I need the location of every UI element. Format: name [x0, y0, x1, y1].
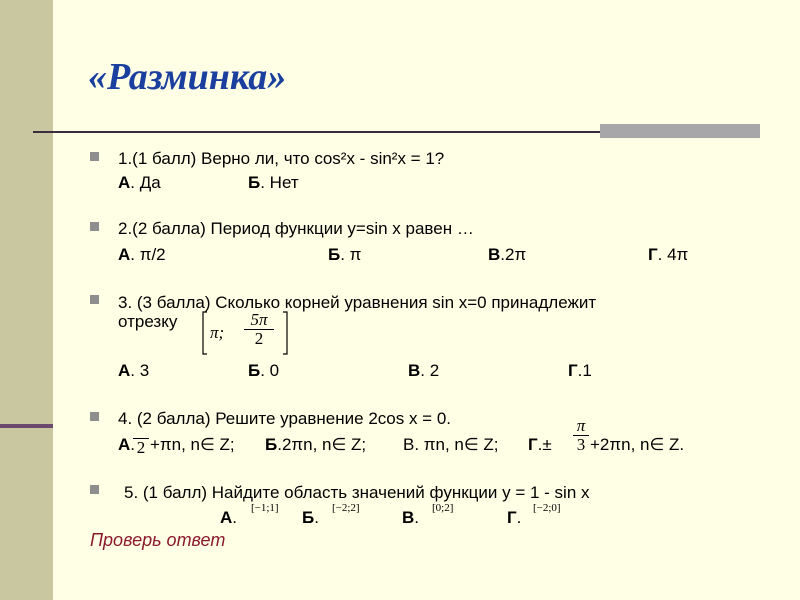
answer-text: .1 — [577, 361, 592, 380]
q4-a-fraction — [133, 428, 149, 457]
q4-answer-c: В. πn, n∈ Z; — [403, 435, 499, 454]
answer-text: . 0 — [260, 361, 280, 380]
answer-letter: Г — [528, 435, 538, 454]
answer-text: .2π — [500, 245, 527, 264]
q5-answer-c — [402, 508, 419, 528]
answer-text: .± — [537, 435, 552, 454]
q5-interval-c: [0;2] — [432, 502, 454, 514]
q3-answer-d — [568, 361, 592, 381]
question-2-text: 2.(2 балла) Период функции y=sin x равен … — [118, 219, 474, 238]
answer-text: . π — [340, 245, 362, 264]
interval-left-value: π; — [210, 323, 225, 342]
q5-answer-a — [220, 508, 237, 528]
bullet-icon — [90, 295, 99, 304]
q4-answer-a: А. — [118, 435, 136, 454]
question-4-text: 4. (2 балла) Решите уравнение 2cos x = 0. — [118, 409, 452, 428]
answer-letter: В — [402, 508, 415, 527]
answer-text: . 3 — [130, 361, 150, 380]
question-3-text-cont: отрезку — [118, 312, 178, 331]
answer-text: .2πn, n∈ Z; — [277, 435, 367, 454]
fraction-numerator: 5π — [250, 310, 268, 329]
q4-answer-d — [528, 435, 552, 455]
question-3-text: 3. (3 балла) Сколько корней уравнения sin x=0 принадлежит — [118, 293, 597, 312]
q3-answer-c — [408, 361, 439, 381]
answer-text: . — [516, 508, 522, 527]
answer-text: . — [232, 508, 238, 527]
answer-letter: Г — [648, 245, 658, 264]
answer-letter: Г — [568, 361, 578, 380]
answer-text: . 4π — [657, 245, 689, 264]
fraction-numerator — [133, 428, 149, 438]
bullet-icon — [90, 485, 99, 494]
q4-d-fraction — [573, 417, 589, 454]
answer-letter: А — [118, 245, 131, 264]
q5-interval-b: [−2;2] — [332, 502, 360, 514]
check-answer-link[interactable]: Проверь ответ — [90, 530, 226, 550]
bullet-icon — [90, 222, 99, 231]
answer-letter: Б — [265, 435, 278, 454]
left-decor-cap — [0, 424, 53, 428]
answer-text: . π/2 — [130, 245, 166, 264]
answer-letter: А — [118, 361, 131, 380]
q5-interval-d: [−2;0] — [533, 502, 561, 514]
q1-answer-b — [248, 173, 299, 193]
answer-letter: Б — [302, 508, 315, 527]
q4-d-text: +2πn, n∈ Z. — [590, 435, 685, 454]
bullet-icon — [90, 152, 99, 161]
q4-answer-b — [265, 435, 366, 455]
answer-letter: Б — [248, 361, 261, 380]
q5-answer-d — [507, 508, 521, 528]
q2-answer-b — [328, 245, 361, 265]
q3-answer-b — [248, 361, 279, 381]
q5-answer-b — [302, 508, 319, 528]
answer-letter: В — [488, 245, 501, 264]
q1-answer-a — [118, 173, 161, 193]
fraction-denominator: 2 — [254, 329, 264, 348]
interval-fraction — [244, 311, 274, 348]
answer-letter: В — [408, 361, 421, 380]
answer-text: . 2 — [420, 361, 440, 380]
divider-accent-block — [600, 124, 760, 138]
q4-a-text: +πn, n∈ Z; — [150, 435, 235, 454]
q2-answer-d — [648, 245, 688, 265]
q2-answer-a — [118, 245, 166, 265]
answer-letter: А — [118, 435, 131, 454]
question-5-text: 5. (1 балл) Найдите область значений функции y = 1 - sin x — [124, 483, 590, 502]
fraction-numerator: π — [576, 416, 586, 435]
answer-text: . Да — [130, 173, 161, 192]
q3-answer-a — [118, 361, 149, 381]
answer-letter: А — [220, 508, 233, 527]
answer-text: . — [314, 508, 319, 527]
answer-text: . Нет — [260, 173, 299, 192]
fraction-denominator: 2 — [136, 438, 146, 457]
bullet-icon — [90, 412, 99, 421]
answer-letter: Г — [507, 508, 517, 527]
left-decor-bar — [0, 0, 53, 600]
answer-letter: А — [118, 173, 131, 192]
answer-letter: Б — [328, 245, 341, 264]
answer-letter: Б — [248, 173, 261, 192]
answer-text: . — [414, 508, 420, 527]
fraction-denominator: 3 — [576, 435, 586, 454]
q5-interval-a: [−1;1] — [251, 502, 279, 514]
q2-answer-c — [488, 245, 526, 265]
question-1-text: 1.(1 балл) Верно ли, что cos²x - sin²x = 1? — [118, 149, 445, 168]
slide-title: «Разминка» — [88, 56, 287, 98]
